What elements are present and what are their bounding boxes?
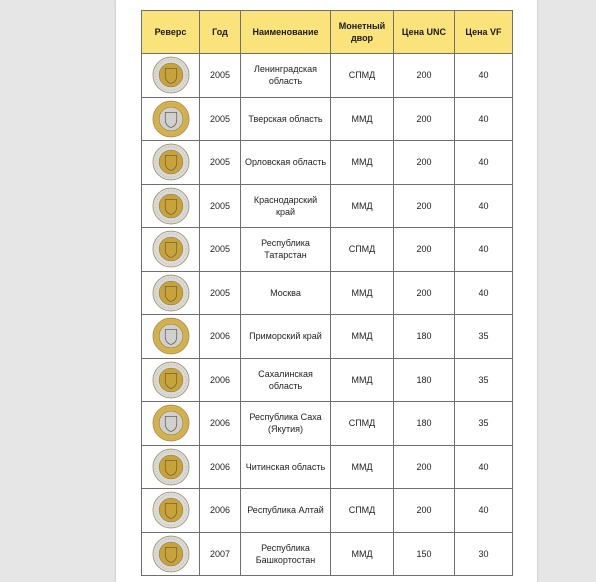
cell-name: Краснодарский край — [241, 184, 331, 228]
cell-price-vf: 40 — [455, 141, 513, 185]
header-year: Год — [200, 11, 241, 54]
table-row — [142, 54, 513, 98]
coin-reverse-cell — [142, 141, 200, 185]
coin-image — [152, 230, 190, 268]
cell-price-vf: 40 — [455, 445, 513, 489]
cell-name: Республика Алтай — [241, 489, 331, 533]
cell-price-unc: 200 — [394, 97, 455, 141]
table-row — [142, 402, 513, 446]
cell-price-unc: 200 — [394, 489, 455, 533]
coin-image — [152, 404, 190, 442]
cell-price-unc: 200 — [394, 271, 455, 315]
cell-mint: СПМД — [331, 228, 394, 272]
cell-year: 2005 — [200, 141, 241, 185]
cell-year: 2005 — [200, 54, 241, 98]
table-row — [142, 315, 513, 359]
table-row — [142, 184, 513, 228]
table-row — [142, 97, 513, 141]
cell-price-vf: 40 — [455, 228, 513, 272]
cell-name: Республика Саха (Якутия) — [241, 402, 331, 446]
header-mint: Монетный двор — [331, 11, 394, 54]
cell-year: 2006 — [200, 445, 241, 489]
cell-name: Ленинградская область — [241, 54, 331, 98]
table-row — [142, 445, 513, 489]
header-price-unc: Цена UNC — [394, 11, 455, 54]
cell-mint: СПМД — [331, 54, 394, 98]
cell-year: 2006 — [200, 358, 241, 402]
cell-price-unc: 200 — [394, 54, 455, 98]
table-row — [142, 271, 513, 315]
cell-name: Москва — [241, 271, 331, 315]
table-row — [142, 141, 513, 185]
cell-name: Орловская область — [241, 141, 331, 185]
cell-mint: ММД — [331, 532, 394, 576]
cell-year: 2005 — [200, 228, 241, 272]
header-reverse: Реверс — [142, 11, 200, 54]
cell-mint: ММД — [331, 315, 394, 359]
table-row — [142, 358, 513, 402]
cell-mint: ММД — [331, 271, 394, 315]
coin-reverse-cell — [142, 315, 200, 359]
coin-image — [152, 187, 190, 225]
coin-price-table — [141, 10, 513, 576]
cell-mint: ММД — [331, 445, 394, 489]
coin-reverse-cell — [142, 358, 200, 402]
cell-name: Республика Башкортостан — [241, 532, 331, 576]
cell-year: 2005 — [200, 97, 241, 141]
cell-year: 2006 — [200, 489, 241, 533]
cell-price-vf: 40 — [455, 54, 513, 98]
cell-price-vf: 40 — [455, 489, 513, 533]
cell-price-unc: 180 — [394, 315, 455, 359]
coin-reverse-cell — [142, 97, 200, 141]
coin-reverse-cell — [142, 184, 200, 228]
cell-price-vf: 40 — [455, 97, 513, 141]
table-header-row — [142, 11, 513, 54]
cell-year: 2005 — [200, 271, 241, 315]
cell-mint: ММД — [331, 184, 394, 228]
cell-price-unc: 180 — [394, 358, 455, 402]
cell-price-vf: 40 — [455, 184, 513, 228]
header-name: Наименование — [241, 11, 331, 54]
cell-price-unc: 200 — [394, 141, 455, 185]
cell-price-vf: 35 — [455, 358, 513, 402]
coin-reverse-cell — [142, 271, 200, 315]
cell-name: Читинская область — [241, 445, 331, 489]
cell-mint: ММД — [331, 97, 394, 141]
cell-year: 2005 — [200, 184, 241, 228]
cell-price-vf: 35 — [455, 402, 513, 446]
cell-mint: ММД — [331, 358, 394, 402]
coin-image — [152, 535, 190, 573]
coin-reverse-cell — [142, 532, 200, 576]
table-row — [142, 228, 513, 272]
coin-reverse-cell — [142, 489, 200, 533]
cell-name: Приморский край — [241, 315, 331, 359]
coin-image — [152, 274, 190, 312]
cell-price-unc: 200 — [394, 228, 455, 272]
cell-year: 2006 — [200, 315, 241, 359]
coin-image — [152, 143, 190, 181]
coin-image — [152, 317, 190, 355]
coin-image — [152, 491, 190, 529]
cell-price-unc: 200 — [394, 445, 455, 489]
table-row — [142, 489, 513, 533]
coin-image — [152, 361, 190, 399]
cell-mint: ММД — [331, 141, 394, 185]
header-price-vf: Цена VF — [455, 11, 513, 54]
coin-image — [152, 100, 190, 138]
cell-price-vf: 35 — [455, 315, 513, 359]
coin-image — [152, 448, 190, 486]
cell-name: Сахалинская область — [241, 358, 331, 402]
coin-reverse-cell — [142, 228, 200, 272]
cell-price-vf: 40 — [455, 271, 513, 315]
coin-image — [152, 56, 190, 94]
cell-price-unc: 150 — [394, 532, 455, 576]
table-row — [142, 532, 513, 576]
cell-year: 2007 — [200, 532, 241, 576]
cell-price-unc: 200 — [394, 184, 455, 228]
cell-year: 2006 — [200, 402, 241, 446]
cell-name: Республика Татарстан — [241, 228, 331, 272]
cell-price-vf: 30 — [455, 532, 513, 576]
coin-reverse-cell — [142, 54, 200, 98]
coin-reverse-cell — [142, 445, 200, 489]
coin-reverse-cell — [142, 402, 200, 446]
cell-mint: СПМД — [331, 402, 394, 446]
cell-mint: СПМД — [331, 489, 394, 533]
cell-name: Тверская область — [241, 97, 331, 141]
cell-price-unc: 180 — [394, 402, 455, 446]
